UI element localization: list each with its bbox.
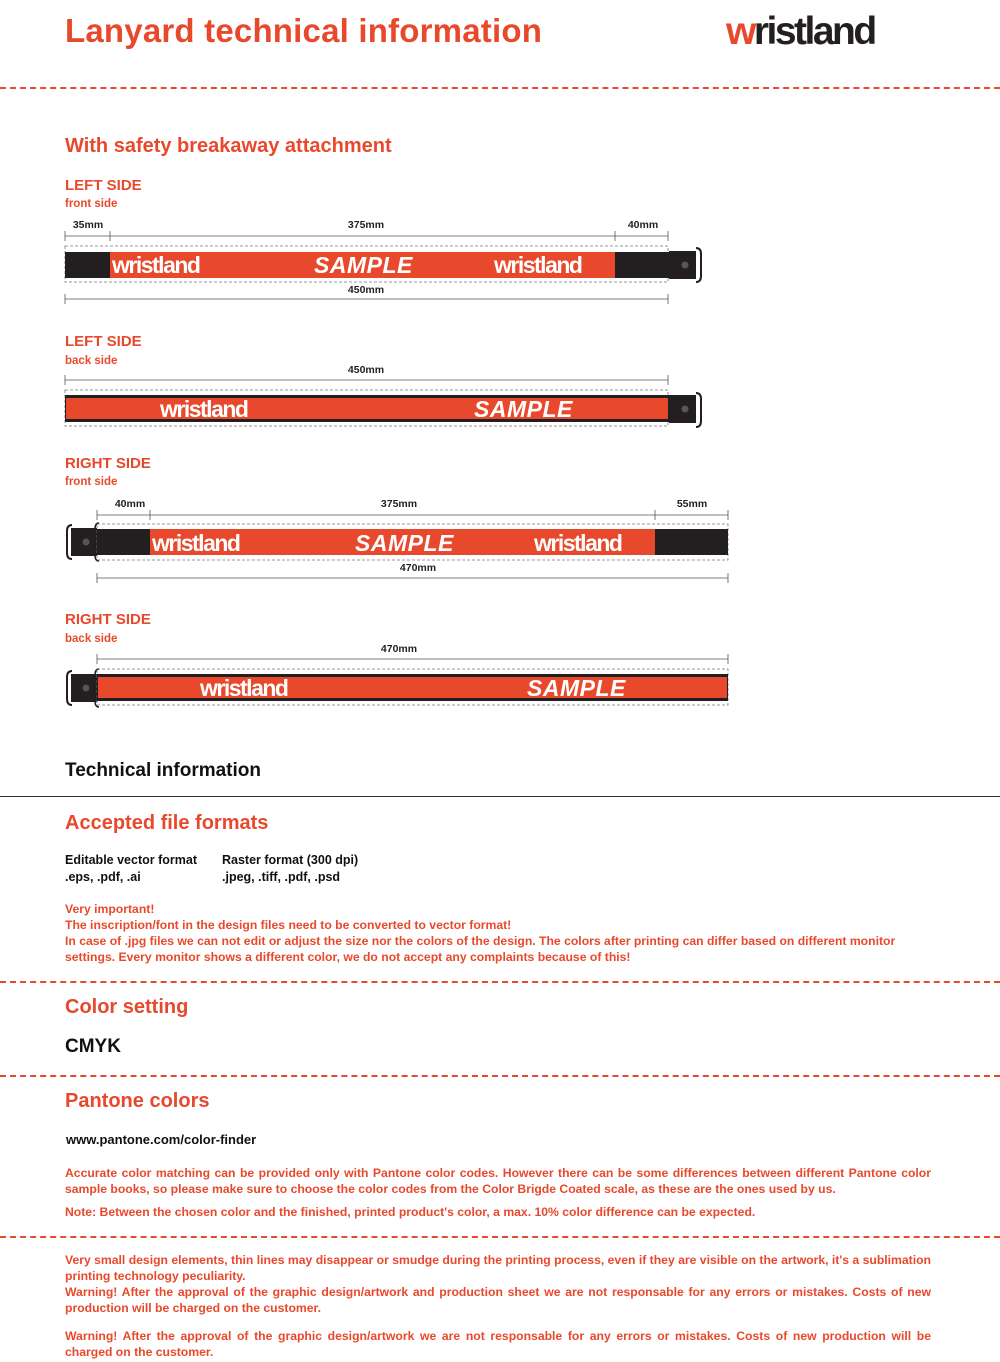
dim-right: 40mm [627,219,659,231]
divider [0,981,1000,983]
left-back-side-label: LEFT SIDE [65,333,142,350]
right-front-strap [67,498,728,583]
right-back-side-label: RIGHT SIDE [65,611,151,628]
raster-format-label: Raster format (300 dpi) [222,853,359,867]
divider [0,796,1000,797]
dim-total: 470mm [380,643,418,655]
left-back-face-label: back side [65,355,118,367]
raster-format-values: .jpeg, .tiff, .pdf, .psd [222,870,341,884]
print-sample: SAMPLE [355,530,454,556]
print-logo: wristland [112,252,200,278]
divider [0,1075,1000,1077]
dim-left: 35mm [72,219,104,231]
page-title: Lanyard technical information [65,12,543,49]
divider [0,1236,1000,1238]
vector-format-values: .eps, .pdf, .ai [65,870,141,884]
pantone-title: Pantone colors [65,1090,210,1112]
important-notice [65,901,931,965]
right-back-face-label: back side [65,633,118,645]
left-front-face-label: front side [65,198,118,210]
print-logo: wristland [494,252,582,278]
print-sample: SAMPLE [474,396,573,422]
left-front-side-label: LEFT SIDE [65,177,142,194]
pantone-text: Accurate color matching can be provided only with Pantone color codes. However there can be some differences between different Pantone color sample books, so please make sure to choose the color codes from the Color Brigde Coated scale, as these are the ones used by us. [65,1166,931,1196]
pantone-note: Note: Between the chosen color and the finished, printed product's color, a max. 10% color difference can be expected. [65,1205,756,1219]
dim-center: 375mm [347,219,385,231]
technical-info-title: Technical information [65,760,262,781]
dim-left: 40mm [114,498,146,510]
dim-center: 375mm [380,498,418,510]
important-line-2: The inscription/font in the design files need to be converted to vector format! [65,918,512,932]
warning-line-1: Very small design elements, thin lines may disappear or smudge during the printing process, even if they are visible on the artwork, it's a sublimation printing technology peculiarity. [65,1253,931,1283]
accepted-formats-title: Accepted file formats [65,812,269,834]
right-front-side-label: RIGHT SIDE [65,455,151,472]
pantone-url-link[interactable]: www.pantone.com/color-finder [66,1132,257,1147]
print-logo: wristland [200,675,288,701]
print-logo: wristland [160,396,248,422]
section-title-breakaway: With safety breakaway attachment [65,135,392,157]
print-logo: wristland [534,530,622,556]
dim-right: 55mm [676,498,708,510]
print-logo: wristland [152,530,240,556]
right-back-strap [67,643,728,707]
color-setting-title: Color setting [65,996,189,1018]
print-sample: SAMPLE [527,675,626,701]
important-line-1: Very important! [65,902,155,916]
print-sample: SAMPLE [314,252,413,278]
left-back-strap [65,364,701,427]
left-front-strap [65,219,701,304]
logo-text: ristland [753,10,875,53]
color-setting-value: CMYK [65,1036,121,1057]
dim-total: 450mm [347,364,385,376]
warning-line-2: Warning! After the approval of the graphic design/artwork and production sheet we are not responsable for any errors or mistakes. Costs of new production will be charged on the customer. [65,1285,931,1315]
important-line-3: In case of .jpg files we can not edit or adjust the size nor the colors of the design. The colors after printing can differ based on different monitor settings. Every monitor shows a different color, we do not accept any complaints because of this! [65,934,896,964]
vector-format-label: Editable vector format [65,853,197,867]
dim-total: 450mm [347,284,385,296]
warning-line-3: Warning! After the approval of the graphic design/artwork we are not responsable for any errors or mistakes. Costs of new production will be charged on the customer. [65,1329,931,1359]
wristland-logo: wristland [726,10,875,53]
dim-total: 470mm [399,562,437,574]
right-front-face-label: front side [65,476,118,488]
warnings-block [65,1252,931,1316]
